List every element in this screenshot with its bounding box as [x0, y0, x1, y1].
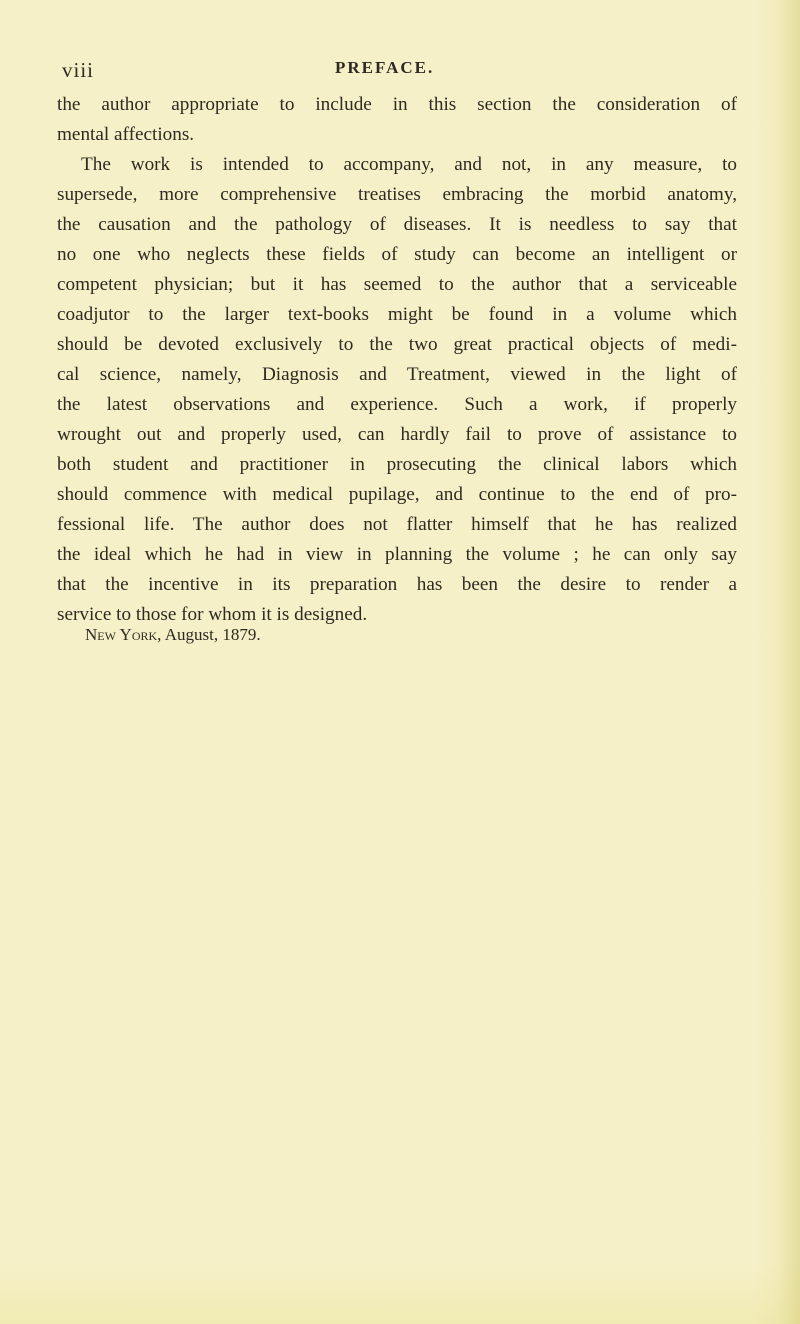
text-line: both student and practitioner in prosecuting the clinical labors which: [57, 454, 737, 475]
text-line: no one who neglects these fields of study can become an intelligent or: [57, 244, 737, 265]
text-line: service to those for whom it is designed.: [57, 604, 368, 625]
text-line: the ideal which he had in view in planning the volume ; he can only say: [57, 544, 737, 565]
dateline-place: New York,: [85, 625, 162, 644]
dateline-date: August, 1879.: [164, 625, 261, 644]
text-line: cal science, namely, Diagnosis and Treatment, viewed in the light of: [57, 364, 737, 385]
text-line: wrought out and properly used, can hardly fail to prove of assistance to: [57, 424, 737, 445]
preface-body: [57, 90, 737, 630]
text-line: should be devoted exclusively to the two great practical objects of medi-: [57, 334, 737, 355]
text-line: the latest observations and experience. Such a work, if properly: [57, 394, 737, 415]
text-line: mental affections.: [57, 124, 195, 145]
text-line: The work is intended to accompany, and not, in any measure, to: [81, 154, 737, 175]
text-line: the author appropriate to include in this section the consideration of: [57, 94, 737, 115]
text-line: competent physician; but it has seemed to the author that a serviceable: [57, 274, 737, 295]
page-header: [62, 58, 712, 82]
text-line: should commence with medical pupilage, and continue to the end of pro-: [57, 484, 737, 505]
page-number: viii: [62, 58, 95, 82]
dateline: [85, 623, 261, 647]
text-line: the causation and the pathology of diseases. It is needless to say that: [57, 214, 737, 235]
text-line: fessional life. The author does not flatter himself that he has realized: [57, 514, 737, 535]
text-line: that the incentive in its preparation has been the desire to render a: [57, 574, 737, 595]
running-title: PREFACE.: [335, 58, 435, 77]
text-line: supersede, more comprehensive treatises embracing the morbid anatomy,: [57, 184, 737, 205]
text-line: coadjutor to the larger text-books might be found in a volume which: [57, 304, 737, 325]
